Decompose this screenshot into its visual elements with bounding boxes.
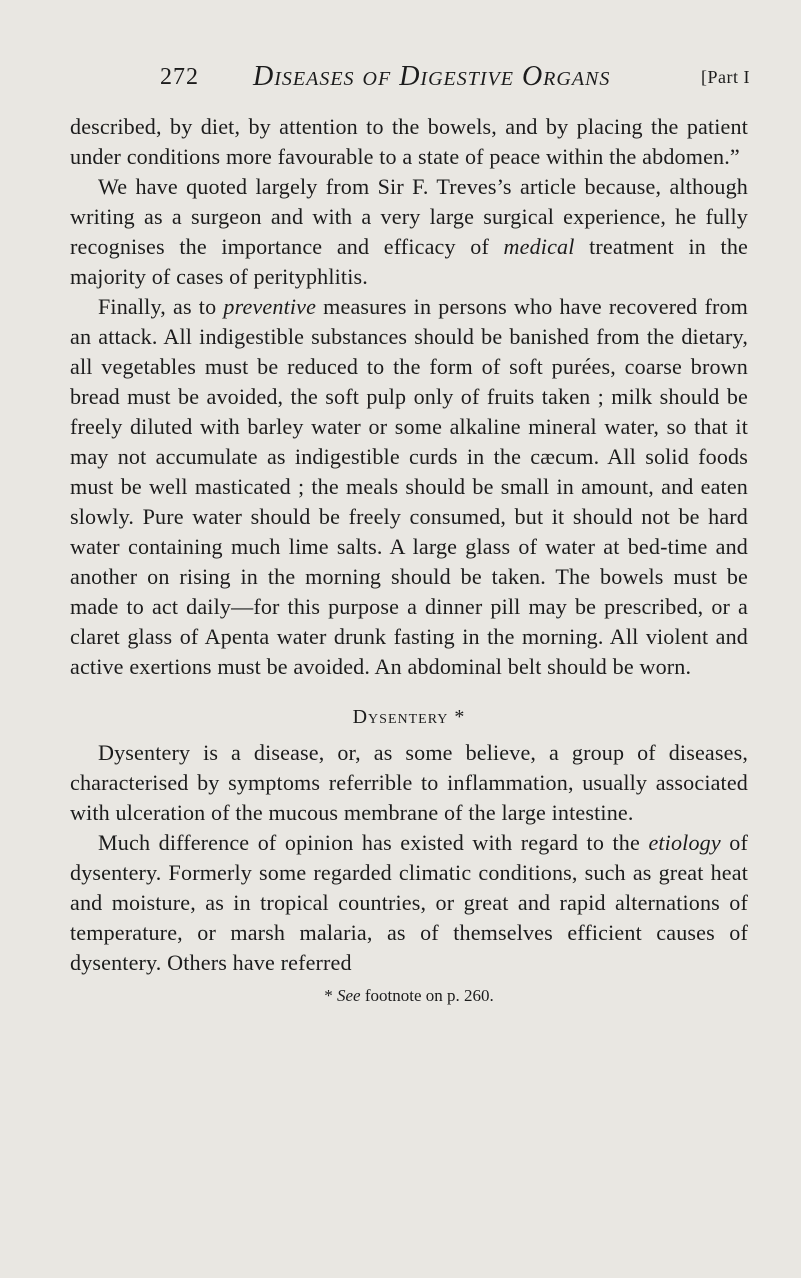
paragraph-text: Finally, as to	[98, 294, 224, 319]
paragraph-text: Much difference of opinion has existed with regard to the	[98, 830, 649, 855]
footnote-text: footnote on p. 260.	[360, 986, 494, 1005]
paragraph-continuation: described, by diet, by attention to the bowels, and by placing the patient under conditions more favourable to a state of peace within the abdomen.”	[70, 114, 748, 169]
paragraph-preventive	[70, 292, 748, 682]
body-text	[70, 112, 748, 1008]
emphasis-etiology: etiology	[648, 830, 721, 855]
running-head	[160, 61, 750, 94]
paragraph-text: treatment in the majority of cases of perityphlitis.	[70, 234, 748, 289]
part-label: [Part I	[701, 67, 750, 87]
paragraph-etiology	[70, 828, 748, 978]
section-heading-dysentery: Dysentery *	[352, 706, 466, 728]
emphasis-preventive: preventive	[223, 294, 317, 319]
page-number: 272	[160, 64, 199, 90]
footnote-see: See	[337, 986, 361, 1005]
paragraph-dysentery-definition: Dysentery is a disease, or, as some believe, a group of diseases, characterised by symptoms referrible to inflammation, usually associated with ulceration of the mucous membrane of the large intestine.	[70, 740, 748, 825]
paragraph-text: of dysentery. Formerly some regarded climatic conditions, such as great heat and moisture, as in tropical countries, or great and rapid alternations of temperature, or marsh malaria, as of themselves efficient causes of dysentery. Others have referred	[70, 830, 748, 975]
paragraph-text: We have quoted largely from Sir F. Treves’s article because, although writing as a surgeon and with a very large surgical experience, he fully recognises the importance and efficacy of	[70, 174, 748, 259]
footnote	[70, 984, 748, 1008]
footnote-marker: *	[324, 986, 337, 1005]
paragraph-treves	[70, 172, 748, 292]
running-title: Diseases of Digestive Organs	[253, 61, 611, 92]
emphasis-medical: medical	[503, 234, 575, 259]
paragraph-text: measures in persons who have recovered from an attack. All indigestible substances should be banished from the dietary, all vegetables must be reduced to the form of soft purées, coarse brown bread must be avoided, the soft pulp only of fruits taken ; milk should be freely diluted with barley water or some alkaline mineral water, so that it may not accumulate as indigestible curds in the cæcum. All solid foods must be well masticated ; the meals should be small in amount, and eaten slowly. Pure water should be freely consumed, but it should not be hard water containing much lime salts. A large glass of water at bed-time and another on rising in the morning should be taken. The bowels must be made to act daily—for this purpose a dinner pill may be prescribed, or a claret glass of Apenta water drunk fasting in the morning. All violent and active exertions must be avoided. An abdominal belt should be worn.	[70, 294, 749, 679]
